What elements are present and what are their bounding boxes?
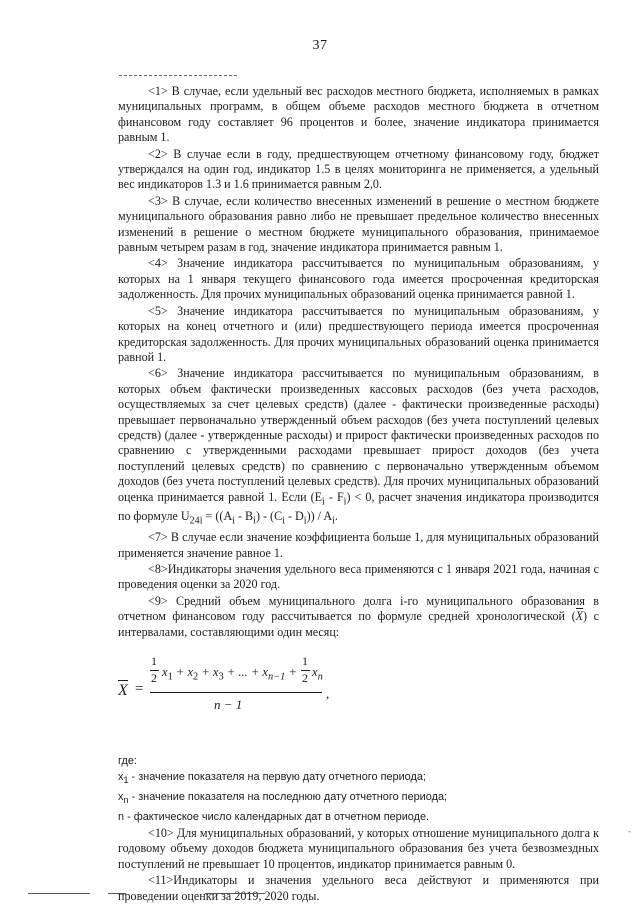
xbar-symbol: X [575, 609, 584, 624]
formula-equals: = [135, 681, 144, 698]
formula-fraction-line [150, 692, 322, 693]
half-denominator-1: 2 [151, 671, 157, 686]
formula-xn: $x_n$ [312, 665, 323, 683]
half-numerator-2: 1 [302, 654, 308, 669]
formula-numerator [150, 656, 322, 690]
half-numerator-1: 1 [151, 654, 157, 669]
margin-mark: - [628, 826, 631, 836]
footnote-4: <4> Значение индикатора рассчитывается по муниципальным образованиям, у которых на 1 января текущего финансового года имеется просроченная кредиторская задолженность. Для прочих муниципальных образований оценка принимается равной 1. [118, 256, 599, 302]
where-n: n - фактическое число календарных дат в отчетном периоде. [118, 810, 430, 823]
footnote-6: <6> Значение индикатора рассчитывается по муниципальным образованиям, в которых объем фактически произведенных кассовых расходов (без учета расходов, осуществляемых за счет целевых средств) (далее - фактически произведенные расходы) превышает первоначально утвержденный объем расходов (без учета поступлений целевых средств) (далее - утвержденные расходы) и прирост фактически произведенных расходов по сравнению с утвержденными расходами превышает прирост доходов (без учета поступлений целевых средств) по сравнению с первоначально утвержденным объемом доходов (без учета поступлений целевых средств). Для прочих муниципальных образований оценка принимается равной 1. Если $(E_i - F_i) < 0$, расчет значения индикатора производится по формуле $U_{24i} = ((A_i - B_i) - (C_i - D_i)) / A_i$. [118, 366, 599, 527]
footnote-9: <9> Средний объем муниципального долга i-го муниципального образования в отчетном финансовом году рассчитывается по формуле средней хронологической (X) с интервалами, составляющими один месяц: [118, 593, 599, 639]
half-denominator-2: 2 [302, 671, 308, 686]
footnote-11: <11>Индикаторы и значения удельного веса действуют и применяются при проведении оценки за 2019, 2020 годы. [118, 873, 599, 903]
footnote-rule [119, 75, 237, 76]
footnotes-content [118, 84, 599, 904]
formula-comma: , [326, 686, 330, 702]
formula-lhs: X [118, 682, 128, 700]
where-xn: $x_n$ - значение показателя на последнюю дату отчетного периода; [118, 791, 448, 806]
chronological-mean-formula [118, 656, 599, 734]
footnote-8: <8>Индикаторы значения удельного веса применяются с 1 января 2021 года, начиная с проведения оценки за 2020 год. [118, 562, 599, 592]
formula-denominator: n − 1 [214, 697, 243, 713]
footnote-3: <3> В случае, если количество внесенных изменений в решение о местном бюджете муниципального образования равно либо не превышает предельное количество внесенных изменений в решение о местном бюджете муниципального образования, принимаемое равным четырем разам в год, значение индикатора принимается равным 1. [118, 193, 599, 255]
where-label: где: [118, 755, 137, 768]
footnote-10: <10> Для муниципальных образований, у которых отношение муниципального долга к годовому объему доходов бюджета муниципального образования без учета безвозмездных поступлений не превышает 10 процентов, индикатор принимается равным 0. [118, 826, 599, 871]
where-x1: $x_1$ - значение показателя на первую дату отчетного периода; [118, 771, 426, 786]
footnote-1: <1> В случае, если удельный вес расходов местного бюджета, исполняемых в рамках муниципальных программ, в общем объеме расходов местного бюджета в отчетном финансовом году составляет 96 процентов и более, значение индикатора принимается равным 1. [118, 84, 599, 145]
footnote-5: <5> Значение индикатора рассчитывается по муниципальным образованиям, у которых на конец отчетного и (или) предшествующего периода имеется просроченная кредиторская задолженность. Для прочих муниципальных образований оценка принимается равной 1. [118, 303, 599, 364]
page-number: 37 [312, 38, 328, 53]
footnote-7: <7> В случае если значение коэффициента больше 1, для муниципальных образований применяется значение равное 1. [118, 530, 599, 560]
footnote-2: <2> В случае если в году, предшествующем отчетному финансовому году, бюджет утверждался на один год, индикатор 1.5 в целях мониторинга не применяется, а удельный вес индикаторов 1.3 и 1.6 принимается равным 2,0. [118, 146, 599, 192]
bottom-scan-marks [0, 893, 640, 897]
formula-sum: $x_1 + x_2 + x_3$ + ... + $x_{n-1}$ + [162, 665, 297, 683]
